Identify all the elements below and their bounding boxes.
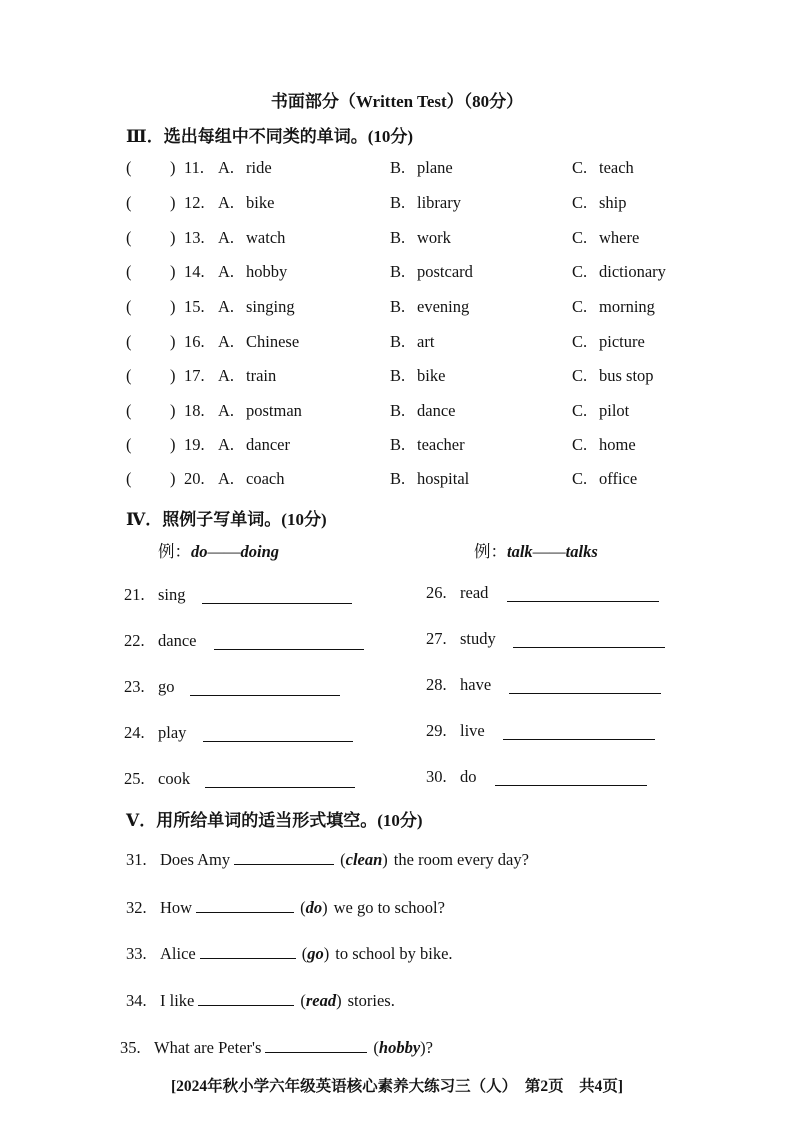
answer-blank[interactable] [507,600,659,602]
option-b-letter: B. [390,158,406,177]
option-a-word: dancer [246,435,290,454]
answer-blank[interactable] [509,692,661,694]
word-row [124,723,186,743]
answer-paren-open[interactable]: ( [126,332,132,351]
word-row [426,721,485,741]
item-number: 25. [124,769,145,788]
option-a-letter: A. [218,401,235,420]
option-c-letter: C. [572,262,588,281]
option-b-letter: B. [390,469,406,488]
answer-blank[interactable] [198,1004,294,1006]
option-a-word: watch [246,228,286,247]
word-hint [300,991,341,1010]
item-number: 21. [124,585,145,604]
sentence-after: the room every day? [393,850,529,869]
page-footer: [2024年秋小学六年级英语核心素养大练习三（人） 第2页 共4页] [170,1078,624,1095]
option-a-word: postman [246,401,302,420]
option-c-letter: C. [572,332,588,351]
option-c-letter: C. [572,435,588,454]
sentence-before: Does Amy [160,850,231,869]
option-c-word: dictionary [599,262,666,281]
answer-blank[interactable] [513,646,665,648]
word-hint [373,1038,433,1057]
question-row [126,332,686,356]
option-a-word: ride [246,158,272,177]
example-prefix: 例： [474,542,507,561]
answer-blank[interactable] [495,784,647,786]
answer-blank[interactable] [202,602,352,604]
option-c-word: office [599,469,638,488]
section-3-heading: Ⅲ．选出每组中不同类的单词。(10分) [126,127,414,146]
answer-paren-close: ) [170,435,176,454]
question-row [126,158,686,182]
option-c-letter: C. [572,193,588,212]
word-row [426,767,477,787]
option-a-letter: A. [218,262,235,281]
item-word: play [158,723,187,742]
page-title: 书面部分（Written Test）（80分） [270,92,524,111]
item-number: 29. [426,721,447,740]
hint-paren-open: ( [300,898,306,917]
question-row [126,366,686,390]
option-b-word: evening [417,297,470,316]
question-row [126,401,686,425]
question-row [126,297,686,321]
hint-paren-open: ( [300,991,306,1010]
item-number: 33. [126,944,147,963]
hint-paren-close: ) [382,850,388,869]
item-number: 22. [124,631,145,650]
word-row [426,583,488,603]
option-c-letter: C. [572,158,588,177]
option-c-letter: C. [572,366,588,385]
option-b-word: teacher [417,435,465,454]
item-number: 35. [120,1038,141,1057]
answer-blank[interactable] [196,911,294,913]
hint-paren-open: ( [373,1038,379,1057]
question-number: 14. [184,262,205,281]
answer-paren-open[interactable]: ( [126,158,132,177]
option-b-word: dance [417,401,456,420]
question-number: 13. [184,228,205,247]
example-form: doing [240,542,280,561]
item-word: sing [158,585,186,604]
answer-paren-close: ) [170,158,176,177]
word-row [124,631,196,651]
answer-paren-close: ) [170,228,176,247]
example-form: talks [565,542,598,561]
question-number: 11. [184,158,205,177]
option-c-word: ship [599,193,627,212]
option-b-word: hospital [417,469,470,488]
answer-blank[interactable] [234,863,334,865]
fill-in-row [126,991,395,1011]
section-4-heading: Ⅳ．照例子写单词。(10分) [126,510,327,529]
option-a-word: bike [246,193,275,212]
question-number: 15. [184,297,205,316]
item-word: do [460,767,477,786]
item-word: go [158,677,175,696]
question-row [126,262,686,286]
option-c-word: home [599,435,636,454]
word-row [124,769,190,789]
sentence-before: Alice [160,944,196,963]
option-a-letter: A. [218,332,235,351]
option-a-word: train [246,366,277,385]
option-b-letter: B. [390,366,406,385]
example-2 [474,538,598,562]
answer-paren-open[interactable]: ( [126,297,132,316]
hint-paren-close: ) [322,898,328,917]
option-a-letter: A. [218,228,235,247]
option-b-letter: B. [390,262,406,281]
section-5-heading: Ⅴ．用所给单词的适当形式填空。(10分) [126,811,423,830]
item-number: 30. [426,767,447,786]
hint-word: clean [345,850,383,869]
item-number: 31. [126,850,147,869]
answer-blank[interactable] [203,740,353,742]
word-row [426,629,496,649]
item-number: 23. [124,677,145,696]
item-word: study [460,629,496,648]
option-a-word: coach [246,469,285,488]
option-b-letter: B. [390,332,406,351]
option-c-letter: C. [572,297,588,316]
item-word: have [460,675,492,694]
word-row [426,675,491,695]
item-word: read [460,583,489,602]
sentence-before: I like [160,991,195,1010]
answer-paren-close: ) [170,469,176,488]
hint-paren-close: ) [336,991,342,1010]
answer-paren-open[interactable]: ( [126,262,132,281]
answer-paren-open[interactable]: ( [126,469,132,488]
question-row [126,228,686,252]
word-row [124,677,175,697]
question-number: 16. [184,332,205,351]
option-b-letter: B. [390,297,406,316]
example-base: do [191,542,208,561]
option-b-word: bike [417,366,446,385]
sentence-after: we go to school? [333,898,445,917]
item-number: 27. [426,629,447,648]
option-c-word: teach [599,158,634,177]
answer-blank[interactable] [265,1051,367,1053]
example-1 [158,538,279,562]
word-row [124,585,186,605]
answer-blank[interactable] [190,694,340,696]
option-c-letter: C. [572,401,588,420]
answer-blank[interactable] [205,786,355,788]
sentence-before: What are Peter's [154,1038,262,1057]
option-a-word: hobby [246,262,288,281]
fill-in-row [120,1038,439,1058]
option-b-word: plane [417,158,453,177]
item-word: cook [158,769,191,788]
option-a-letter: A. [218,193,235,212]
answer-blank[interactable] [214,648,364,650]
hint-paren-open: ( [340,850,346,869]
option-a-word: singing [246,297,295,316]
question-number: 12. [184,193,205,212]
option-c-letter: C. [572,469,588,488]
answer-paren-open[interactable]: ( [126,401,132,420]
answer-paren-open[interactable]: ( [126,366,132,385]
option-b-letter: B. [390,228,406,247]
item-number: 24. [124,723,145,742]
option-a-letter: A. [218,297,235,316]
question-row [126,469,686,493]
example-prefix: 例： [158,542,191,561]
hint-word: go [307,944,324,963]
item-number: 28. [426,675,447,694]
option-b-word: art [417,332,435,351]
answer-paren-close: ) [170,297,176,316]
sentence-before: How [160,898,193,917]
item-word: live [460,721,485,740]
question-row [126,193,686,217]
option-a-word: Chinese [246,332,300,351]
word-hint [302,944,330,963]
option-c-letter: C. [572,228,588,247]
hint-paren-open: ( [301,944,308,963]
example-base: talk [507,542,533,561]
word-hint [340,850,388,869]
item-number: 34. [126,991,147,1010]
option-c-word: where [599,228,640,247]
question-number: 19. [184,435,205,454]
answer-blank[interactable] [200,957,296,959]
answer-paren-open[interactable]: ( [126,193,132,212]
item-number: 26. [426,583,447,602]
answer-paren-open[interactable]: ( [126,228,132,247]
example-dash: —— [532,542,566,561]
hint-word: hobby [378,1038,421,1057]
question-number: 20. [184,469,205,488]
example-dash: —— [207,542,241,561]
word-hint [300,898,328,917]
hint-paren-close: ) [323,944,330,963]
answer-paren-close: ) [170,332,176,351]
option-c-word: picture [599,332,645,351]
answer-paren-close: ) [170,193,176,212]
option-c-word: morning [599,297,655,316]
fill-in-row [126,944,453,964]
question-number: 17. [184,366,205,385]
option-b-letter: B. [390,401,406,420]
answer-paren-close: ) [170,366,176,385]
answer-paren-close: ) [170,262,176,281]
option-b-letter: B. [390,193,406,212]
item-word: dance [158,631,197,650]
option-c-word: bus stop [599,366,654,385]
hint-word: do [305,898,323,917]
option-b-letter: B. [390,435,406,454]
option-a-letter: A. [218,158,235,177]
hint-paren-close: )? [420,1038,433,1057]
option-a-letter: A. [218,435,235,454]
option-c-word: pilot [599,401,630,420]
question-number: 18. [184,401,205,420]
answer-paren-close: ) [170,401,176,420]
sentence-after: to school by bike. [335,944,453,963]
hint-word: read [305,991,337,1010]
option-b-word: work [417,228,451,247]
sentence-after: stories. [347,991,395,1010]
option-a-letter: A. [218,469,235,488]
item-number: 32. [126,898,147,917]
option-b-word: library [417,193,461,212]
option-b-word: postcard [417,262,473,281]
option-a-letter: A. [218,366,235,385]
answer-paren-open[interactable]: ( [126,435,132,454]
fill-in-row [126,898,445,918]
fill-in-row [126,850,529,870]
question-row [126,435,686,459]
answer-blank[interactable] [503,738,655,740]
